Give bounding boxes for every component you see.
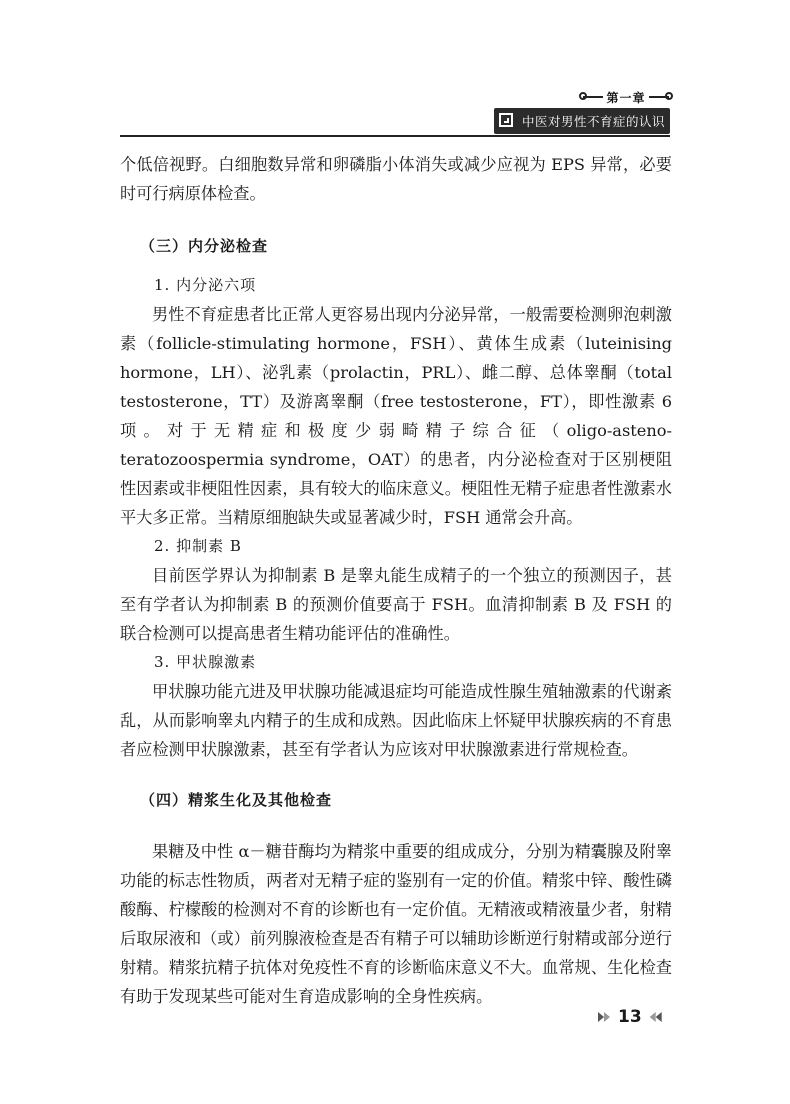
- page-number-text: 13: [618, 1007, 642, 1027]
- paragraph-thyroid: 甲状腺功能亢进及甲状腺功能减退症均可能造成性腺生殖轴激素的代谢紊乱，从而影响睾丸内精子的生成和成熟。因此临床上怀疑甲状腺疾病的不育患者应检测甲状腺激素，甚至有学者认为应该对甲状腺激素进行常规检查。: [120, 682, 672, 759]
- page-number: [596, 1004, 664, 1030]
- section-heading-endocrine: （三）内分泌检查: [140, 237, 269, 255]
- page-ornament-icon: [596, 1009, 612, 1025]
- subheading-hormone-six: 1. 内分泌六项: [154, 276, 257, 294]
- subheading-inhibin-b: 2. 抑制素 B: [154, 537, 242, 555]
- running-header: [494, 108, 670, 134]
- paragraph-hormone-six: 男性不育症患者比正常人更容易出现内分泌异常，一般需要检测卵泡刺激素（follicle-stimulating hormone，FSH）、黄体生成素（luteinising hormone，LH）、泌乳素（prolactin，PRL）、雌二醇、总体睾酮（total testosterone，TT）及游离睾酮（free testosterone，FT），即性激素 6 项。对于无精症和极度少弱畸精子综合征（oligo-asteno-teratozoospermia syndrome，OAT）的患者，内分泌检查对于区别梗阻性因素或非梗阻性因素，具有较大的临床意义。梗阻性无精子症患者性激素水平大多正常。当精原细胞缺失或显著减少时，FSH 通常会升高。: [120, 305, 672, 527]
- page-body: [120, 150, 672, 1011]
- header-divider: [120, 135, 670, 137]
- paragraph-seminal: 果糖及中性 α－糖苷酶均为精浆中重要的组成成分，分别为精囊腺及附睾功能的标志性物质，两者对无精子症的鉴别有一定的价值。精浆中锌、酸性磷酸酶、柠檬酸的检测对不育的诊断也有一定价值。无精液或精液量少者，射精后取尿液和（或）前列腺液检查是否有精子可以辅助诊断逆行射精或部分逆行射精。精浆抗精子抗体对免疫性不育的诊断临床意义不大。血常规、生化检查有助于发现某些可能对生育造成影响的全身性疾病。: [120, 842, 672, 1006]
- chapter-label: 第一章: [606, 90, 646, 105]
- running-header-title: 中医对男性不育症的认识: [522, 114, 666, 129]
- spiral-ornament-icon: [498, 112, 516, 130]
- ornament-icon: [583, 96, 603, 98]
- intro-paragraph: 个低倍视野。白细胞数异常和卵磷脂小体消失或减少应视为 EPS 异常，必要时可行病原体检查。: [120, 155, 672, 203]
- paragraph-inhibin-b: 目前医学界认为抑制素 B 是睾丸能生成精子的一个独立的预测因子，甚至有学者认为抑制素 B 的预测价值要高于 FSH。血清抑制素 B 及 FSH 的联合检测可以提高患者生精功能评估的准确性。: [120, 566, 672, 643]
- page-ornament-icon: [648, 1009, 664, 1025]
- subheading-thyroid: 3. 甲状腺激素: [154, 653, 257, 671]
- section-heading-seminal: （四）精浆生化及其他检查: [140, 791, 333, 809]
- ornament-icon: [649, 96, 669, 98]
- chapter-badge: [583, 86, 669, 108]
